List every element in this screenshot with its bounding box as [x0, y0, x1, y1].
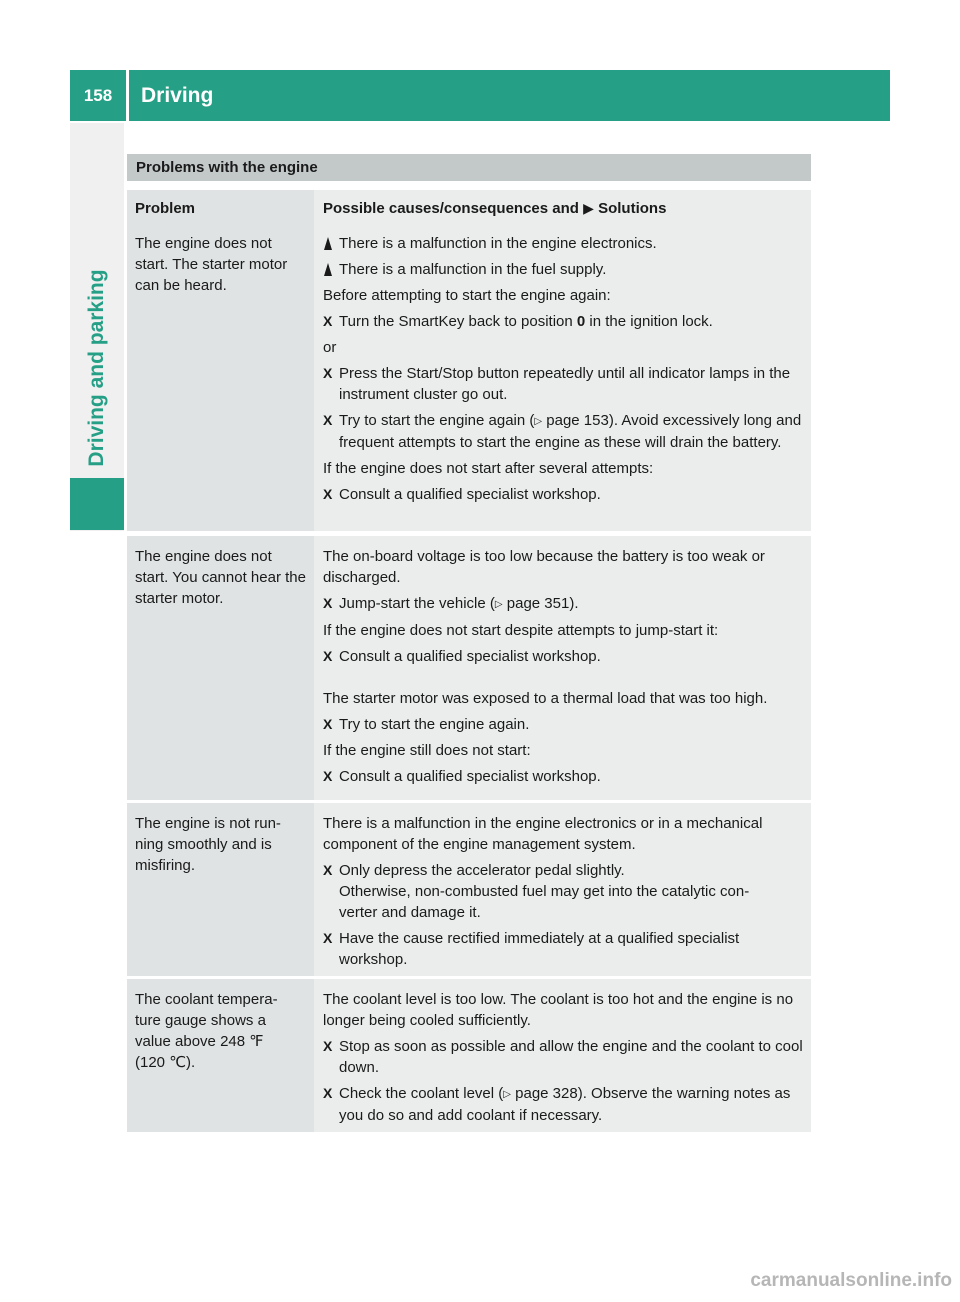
step-arrow-icon: ▶ [583, 200, 594, 216]
table-row-4-problem [127, 979, 314, 1132]
page-number: 158 [83, 85, 113, 105]
table-row-1-solutions [314, 223, 811, 531]
watermark: carmanualsonline.info [750, 1270, 952, 1291]
info-text: There is a malfunction in the engine electronics or in a mechanical component of the engine management system. [323, 815, 763, 853]
column-header-solutions [314, 190, 811, 223]
step-marker-icon: X [323, 1085, 333, 1101]
page-reference-icon: ▷ [503, 1089, 511, 1100]
header-divider [126, 70, 129, 121]
page-reference-link[interactable]: page 328 [515, 1085, 578, 1102]
problem-text: The engine is not run- [135, 815, 281, 832]
step-marker-icon: X [323, 486, 333, 502]
problem-text: The engine does not start. You cannot hear the starter motor. [135, 548, 306, 607]
step-item: X Press the Start/Stop button repeatedly until all indicator lamps in the instrument cluster go out. [323, 365, 791, 403]
step-marker-icon: X [323, 862, 333, 878]
table-row-3-solutions [314, 803, 811, 976]
table-row-4-solutions [314, 979, 811, 1132]
problem-text: The coolant tempera- [135, 991, 278, 1008]
problem-text: misfiring. [135, 857, 196, 874]
problem-text: ture gauge shows a [135, 1012, 266, 1029]
step-marker-icon: X [323, 930, 333, 946]
info-text: The coolant level is too low. The coolant is too hot and the engine is no longer being cooled sufficiently. [323, 991, 794, 1029]
step-marker-icon: X [323, 412, 333, 428]
info-text: Before attempting to start the engine again: [323, 287, 611, 304]
info-text: If the engine still does not start: [323, 742, 531, 759]
column-header-problem-label: Problem [135, 200, 196, 217]
step-item: X Jump-start the vehicle (▷ page 351). [323, 595, 579, 612]
column-header-problem [127, 190, 314, 223]
problem-text: value above 248 ℉ [135, 1033, 264, 1050]
step-item: X Check the coolant level (▷ page 328). Observe the warning notes as you do so and add coolant if necessary. [323, 1085, 791, 1124]
side-tab-marker [70, 478, 124, 530]
step-item: X Stop as soon as possible and allow the engine and the coolant to cool down. [323, 1038, 803, 1076]
step-marker-icon: X [323, 716, 333, 732]
page-reference-icon: ▷ [494, 599, 503, 610]
info-text: The on-board voltage is too low because the battery is too weak or discharged. [323, 548, 765, 586]
side-tab-label: Driving and parking [85, 269, 108, 467]
table-row-2-solutions-b [314, 680, 811, 800]
info-text: If the engine does not start despite attempts to jump-start it: [323, 622, 719, 639]
step-marker-icon: X [323, 648, 333, 664]
page-reference-link[interactable]: page 153 [546, 412, 609, 429]
column-header-solutions-suffix: Solutions [598, 200, 667, 217]
bullet-item: There is a malfunction in the engine electronics. [323, 233, 806, 254]
chapter-title: Driving [141, 83, 214, 107]
step-marker-icon: X [323, 313, 333, 329]
step-item: X Try to start the engine again. [323, 716, 530, 733]
info-text: The starter motor was exposed to a thermal load that was too high. [323, 690, 768, 707]
step-item: X Only depress the accelerator pedal slightly. Otherwise, non-combusted fuel may get into the catalytic con- verter and damage it. [323, 862, 750, 921]
column-header-solutions-label: Possible causes/consequences and [323, 200, 579, 217]
table-row-3-problem [127, 803, 314, 976]
table-title: Problems with the engine [127, 154, 811, 181]
problem-text: (120 ℃). [135, 1054, 196, 1071]
step-item: X Consult a qualified specialist workshop. [323, 648, 601, 665]
info-text: If the engine does not start after several attempts: [323, 460, 654, 477]
page-reference-icon: ▷ [534, 416, 543, 427]
step-item: X Have the cause rectified immediately at a qualified specialist workshop. [323, 930, 740, 968]
table-row-2-solutions-a [314, 536, 811, 680]
page-reference-link[interactable]: page 351 [506, 595, 570, 612]
or-text: or [323, 339, 337, 356]
problem-text: ning smoothly and is [135, 836, 272, 853]
table-row-2-problem [127, 536, 314, 800]
step-marker-icon: X [323, 365, 333, 381]
step-marker-icon: X [323, 768, 333, 784]
problem-text: The engine does not start. The starter motor can be heard. [135, 235, 288, 294]
bullet-item: There is a malfunction in the fuel supply. [323, 259, 806, 280]
step-marker-icon: X [323, 1038, 333, 1054]
step-item: X Try to start the engine again (▷ page 153). Avoid excessively long and frequent attempts to start the engine as these will drain the battery. [323, 412, 802, 451]
step-marker-icon: X [323, 595, 333, 611]
table-row-1-problem [127, 223, 314, 531]
step-item: X Turn the SmartKey back to position 0 in the ignition lock. [323, 313, 713, 330]
step-item: X Consult a qualified specialist workshop. [323, 768, 601, 785]
step-item: X Consult a qualified specialist workshop. [323, 486, 601, 503]
